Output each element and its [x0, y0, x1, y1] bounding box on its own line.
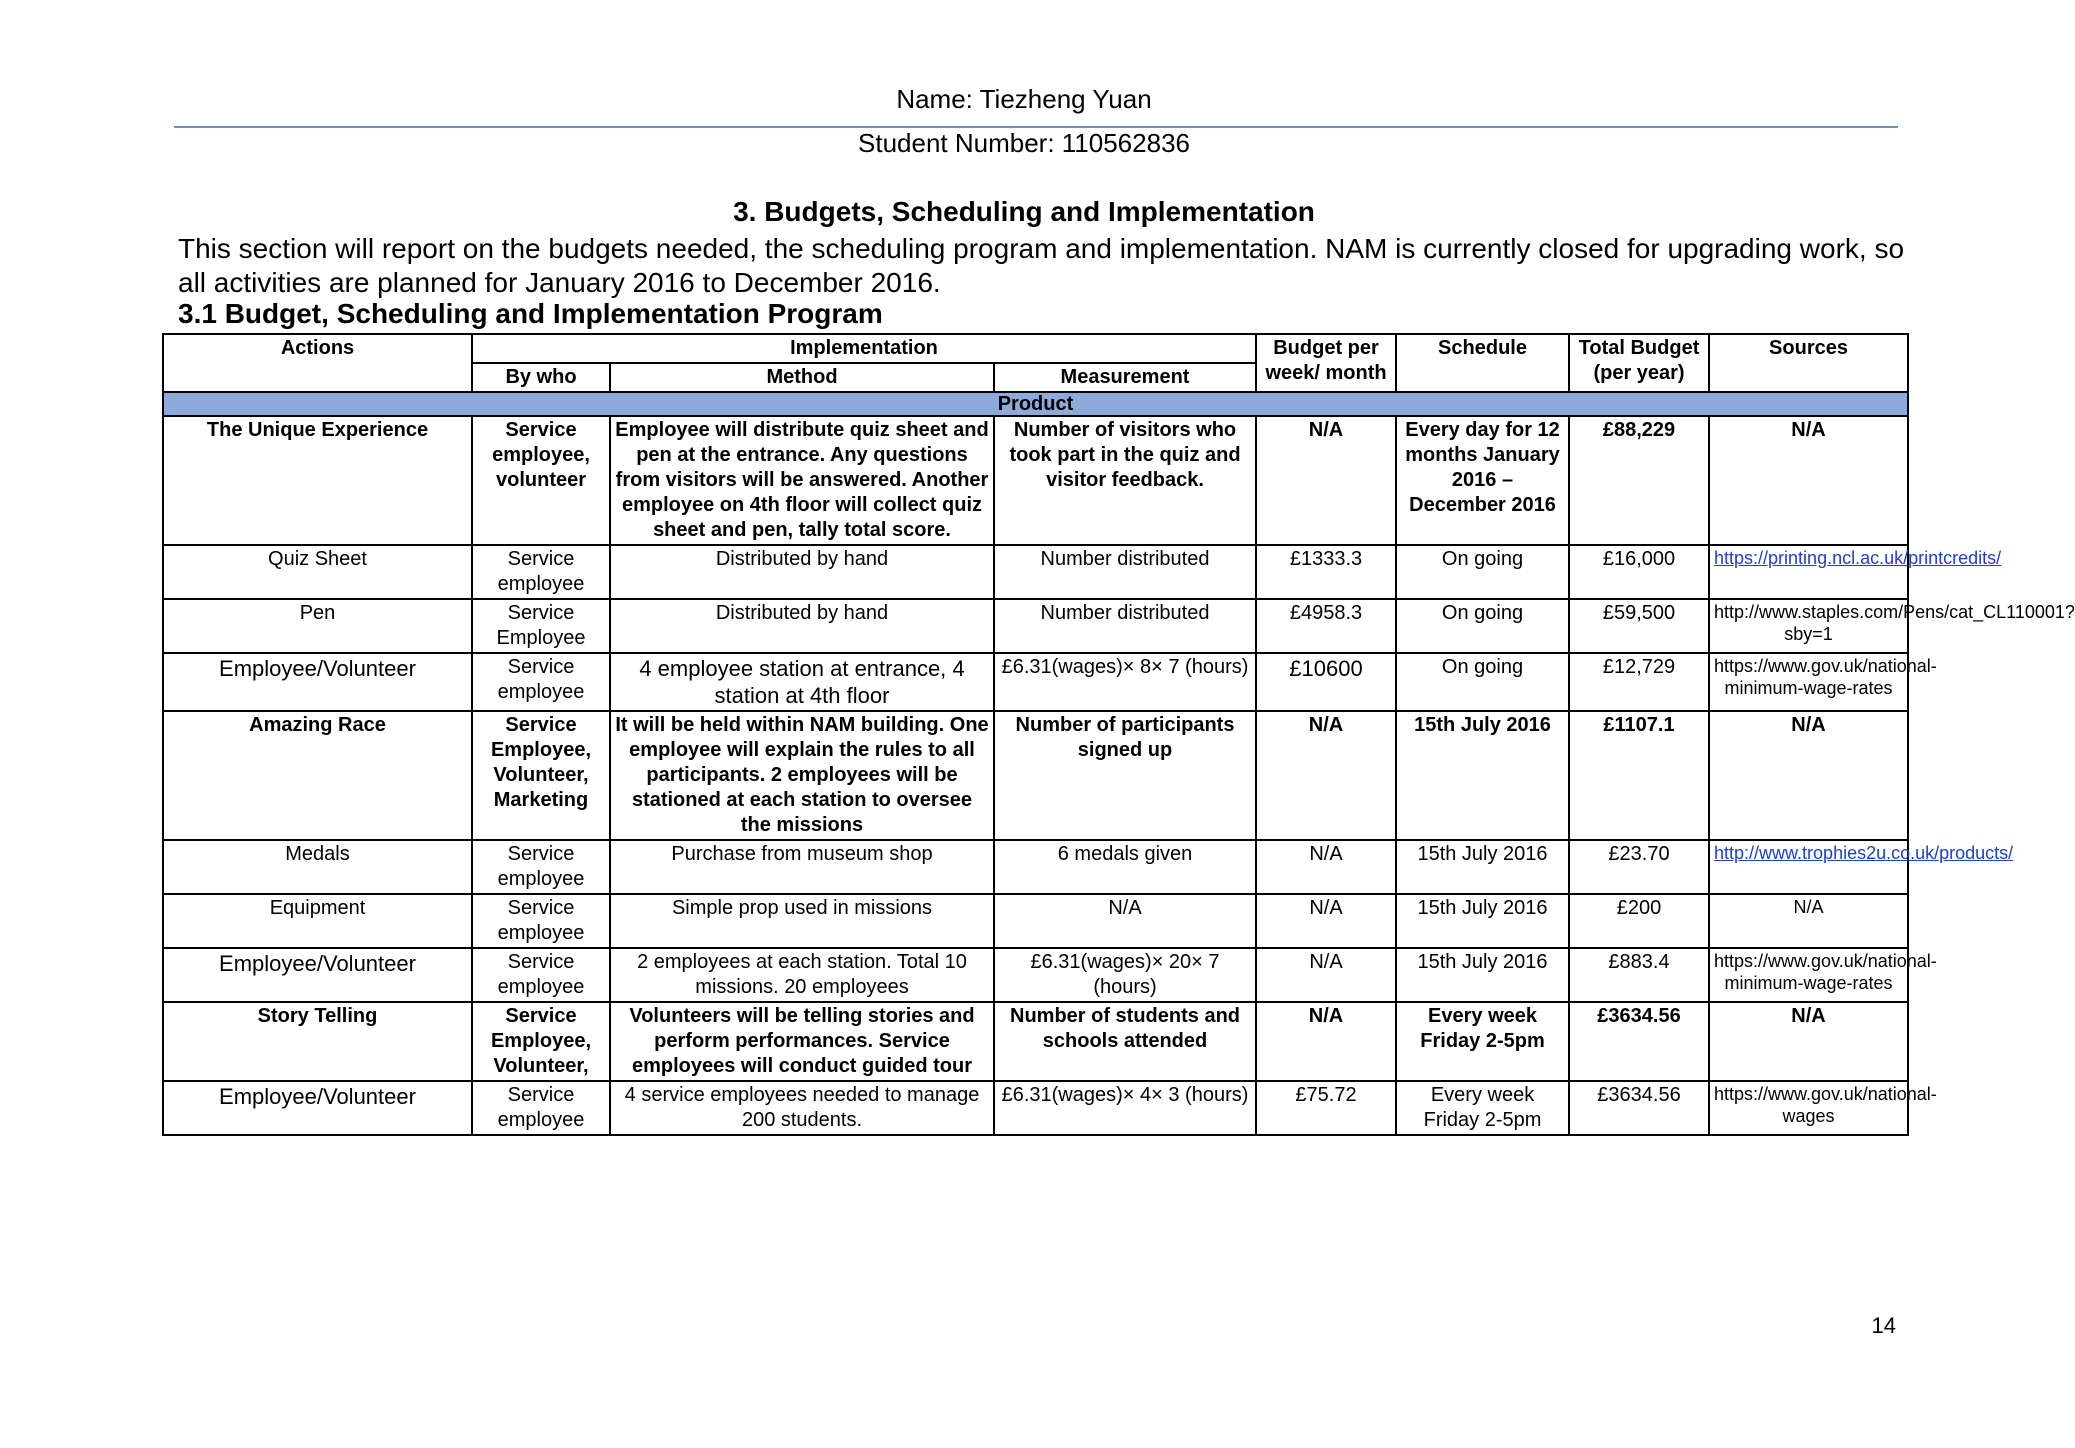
cell-budget: N/A	[1256, 840, 1396, 894]
cell-total: £88,229	[1569, 416, 1709, 545]
header-method: Method	[610, 363, 994, 392]
cell-source: https://www.gov.uk/national-minimum-wage-rates	[1709, 948, 1908, 1002]
cell-action: Employee/Volunteer	[163, 1081, 472, 1135]
cell-action: The Unique Experience	[163, 416, 472, 545]
cell-measurement: Number distributed	[994, 545, 1256, 599]
cell-source: N/A	[1709, 1002, 1908, 1081]
cell-schedule: Every week Friday 2-5pm	[1396, 1002, 1569, 1081]
header-name: Name: Tiezheng Yuan	[896, 84, 1152, 114]
cell-budget: £10600	[1256, 653, 1396, 711]
subsection-title: 3.1 Budget, Scheduling and Implementation Program	[178, 298, 883, 329]
cell-action: Story Telling	[163, 1002, 472, 1081]
cell-total: £23.70	[1569, 840, 1709, 894]
cell-measurement: £6.31(wages)× 20× 7 (hours)	[994, 948, 1256, 1002]
header-budget: Budget per week/ month	[1256, 334, 1396, 392]
cell-total: £59,500	[1569, 599, 1709, 653]
cell-source: N/A	[1709, 894, 1908, 948]
cell-schedule: Every week Friday 2-5pm	[1396, 1081, 1569, 1135]
cell-schedule: 15th July 2016	[1396, 948, 1569, 1002]
cell-budget: £75.72	[1256, 1081, 1396, 1135]
cell-source: https://www.gov.uk/national-minimum-wage-rates	[1709, 653, 1908, 711]
cell-schedule: 15th July 2016	[1396, 840, 1569, 894]
cell-by-who: Service employee	[472, 1081, 610, 1135]
cell-total: £16,000	[1569, 545, 1709, 599]
table-row	[163, 653, 1908, 711]
cell-method: Distributed by hand	[610, 599, 994, 653]
cell-by-who: Service Employee, Volunteer, Marketing	[472, 711, 610, 840]
cell-budget: £1333.3	[1256, 545, 1396, 599]
cell-measurement: £6.31(wages)× 4× 3 (hours)	[994, 1081, 1256, 1135]
cell-total: £3634.56	[1569, 1081, 1709, 1135]
cell-by-who: Service employee	[472, 653, 610, 711]
cell-method: Employee will distribute quiz sheet and pen at the entrance. Any questions from visitors will be answered. Another employee on 4th floor will collect quiz sheet and pen, tally total score.	[610, 416, 994, 545]
header-measurement: Measurement	[994, 363, 1256, 392]
table-row	[163, 711, 1908, 840]
cell-action: Employee/Volunteer	[163, 653, 472, 711]
cell-budget: £4958.3	[1256, 599, 1396, 653]
table-row	[163, 416, 1908, 545]
cell-by-who: Service Employee	[472, 599, 610, 653]
cell-schedule: Every day for 12 months January 2016 – December 2016	[1396, 416, 1569, 545]
cell-schedule: On going	[1396, 653, 1569, 711]
source-link[interactable]: https://printing.ncl.ac.uk/printcredits/	[1714, 548, 2002, 568]
cell-method: Simple prop used in missions	[610, 894, 994, 948]
cell-method: 4 employee station at entrance, 4 station at 4th floor	[610, 653, 994, 711]
cell-total: £12,729	[1569, 653, 1709, 711]
cell-method: It will be held within NAM building. One employee will explain the rules to all participants. 2 employees will be stationed at each station to oversee the missions	[610, 711, 994, 840]
header-schedule: Schedule	[1396, 334, 1569, 392]
header-sources: Sources	[1709, 334, 1908, 392]
cell-by-who: Service employee	[472, 545, 610, 599]
cell-measurement: Number of visitors who took part in the quiz and visitor feedback.	[994, 416, 1256, 545]
cell-schedule: 15th July 2016	[1396, 711, 1569, 840]
table-row	[163, 1002, 1908, 1081]
cell-method: 4 service employees needed to manage 200 students.	[610, 1081, 994, 1135]
cell-action: Pen	[163, 599, 472, 653]
cell-measurement: £6.31(wages)× 8× 7 (hours)	[994, 653, 1256, 711]
cell-budget: N/A	[1256, 894, 1396, 948]
product-band: Product	[163, 392, 1908, 416]
section-band-row	[163, 392, 1908, 416]
cell-action: Quiz Sheet	[163, 545, 472, 599]
cell-by-who: Service employee	[472, 840, 610, 894]
table-row	[163, 894, 1908, 948]
cell-by-who: Service employee	[472, 894, 610, 948]
table-row	[163, 599, 1908, 653]
header-student-number: Student Number: 110562836	[858, 128, 1190, 158]
cell-source: N/A	[1709, 416, 1908, 545]
header-implementation: Implementation	[472, 334, 1256, 363]
table-row	[163, 840, 1908, 894]
cell-schedule: 15th July 2016	[1396, 894, 1569, 948]
budget-table	[162, 333, 2075, 1136]
cell-method: Purchase from museum shop	[610, 840, 994, 894]
cell-source: http://www.staples.com/Pens/cat_CL110001?sby=1	[1709, 599, 1908, 653]
cell-method: 2 employees at each station. Total 10 missions. 20 employees	[610, 948, 994, 1002]
cell-action: Medals	[163, 840, 472, 894]
cell-source: N/A	[1709, 711, 1908, 840]
cell-total: £1107.1	[1569, 711, 1709, 840]
cell-total: £883.4	[1569, 948, 1709, 1002]
cell-total: £3634.56	[1569, 1002, 1709, 1081]
header-total-budget: Total Budget (per year)	[1569, 334, 1709, 392]
cell-budget: N/A	[1256, 1002, 1396, 1081]
cell-by-who: Service employee, volunteer	[472, 416, 610, 545]
cell-measurement: 6 medals given	[994, 840, 1256, 894]
table-row	[163, 1081, 1908, 1135]
cell-action: Employee/Volunteer	[163, 948, 472, 1002]
cell-action: Equipment	[163, 894, 472, 948]
cell-schedule: On going	[1396, 599, 1569, 653]
cell-budget: N/A	[1256, 711, 1396, 840]
cell-by-who: Service employee	[472, 948, 610, 1002]
section-intro: This section will report on the budgets needed, the scheduling program and implementation. NAM is currently closed for upgrading work, so all activities are planned for January 2016 to December 2016.	[178, 233, 1905, 298]
cell-action: Amazing Race	[163, 711, 472, 840]
cell-budget: N/A	[1256, 416, 1396, 545]
source-link[interactable]: http://www.trophies2u.co.uk/products/	[1714, 843, 2014, 863]
cell-source	[1709, 545, 2002, 599]
cell-measurement: Number of students and schools attended	[994, 1002, 1256, 1081]
page-number: 14	[1871, 1313, 1896, 1338]
cell-source	[1709, 840, 2014, 894]
header-actions: Actions	[163, 334, 472, 392]
cell-method: Distributed by hand	[610, 545, 994, 599]
header-by-who: By who	[472, 363, 610, 392]
cell-by-who: Service Employee, Volunteer,	[472, 1002, 610, 1081]
cell-measurement: Number of participants signed up	[994, 711, 1256, 840]
cell-measurement: N/A	[994, 894, 1256, 948]
section-title: 3. Budgets, Scheduling and Implementation	[733, 196, 1315, 227]
table-row	[163, 948, 1908, 1002]
cell-method: Volunteers will be telling stories and perform performances. Service employees will conduct guided tour	[610, 1002, 994, 1081]
cell-total: £200	[1569, 894, 1709, 948]
table-row	[163, 545, 1908, 599]
cell-measurement: Number distributed	[994, 599, 1256, 653]
cell-schedule: On going	[1396, 545, 1569, 599]
cell-source: https://www.gov.uk/national-wages	[1709, 1081, 1908, 1135]
cell-budget: N/A	[1256, 948, 1396, 1002]
